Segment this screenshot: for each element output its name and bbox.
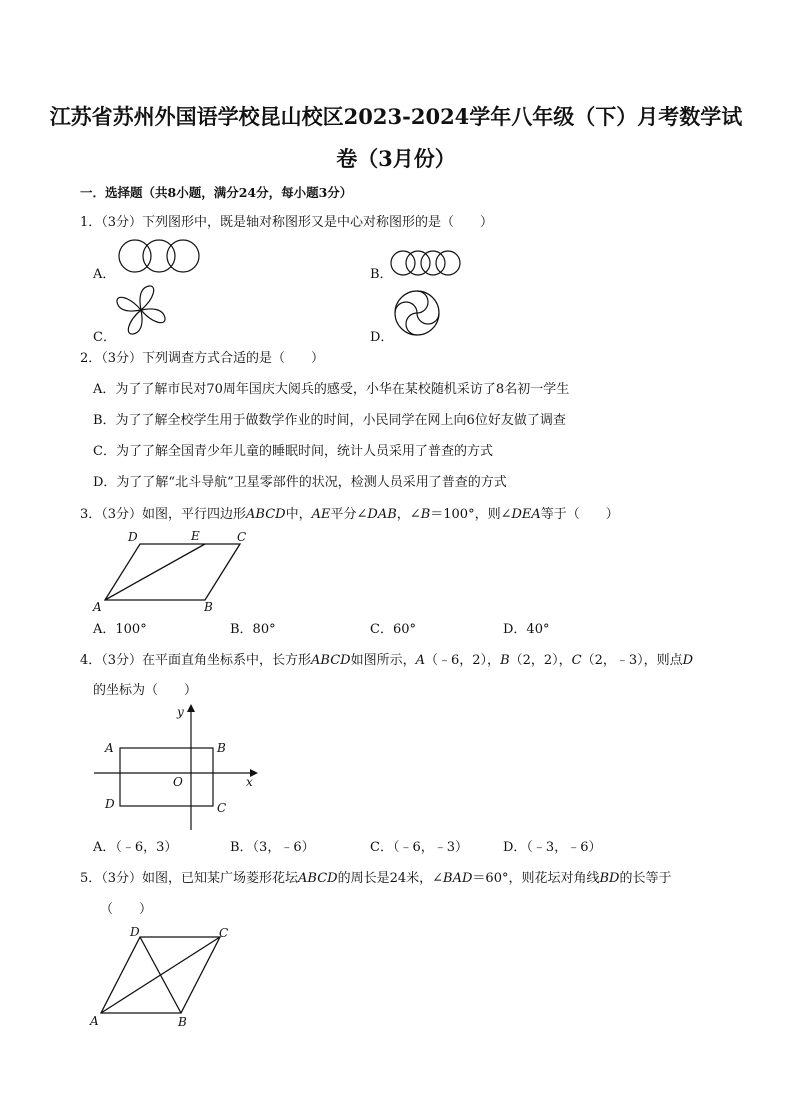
q4-option-b: B．（3，﹣6） [230, 840, 315, 855]
label-d: D [130, 925, 140, 939]
q4-option-c: C．（﹣6，﹣3） [370, 840, 468, 855]
q1-option-d-label: D． [370, 330, 394, 345]
yin-yang-icon [392, 288, 442, 338]
label-b: B [217, 741, 226, 755]
q5-stem: 5．（3分）如图，已知某广场菱形花坛ABCD的周长是24米，∠BAD＝60°，则花坛对角线BD的长等于 [80, 871, 672, 886]
document-title-line2: 卷（3月份） [336, 146, 456, 171]
label-b: B [178, 1015, 187, 1029]
label-a: A [90, 1014, 99, 1028]
label-c: C [219, 926, 229, 940]
q5-stem-line2: （ ） [100, 902, 153, 917]
four-rings-icon [390, 250, 462, 278]
q3-stem: 3．（3分）如图，平行四边形ABCD中，AE平分∠DAB，∠B＝100°，则∠DEA等于（ ） [80, 507, 619, 522]
label-origin: O [173, 775, 183, 789]
q4-option-a: A．（﹣6，3） [93, 840, 178, 855]
q3-option-b: B．80° [230, 622, 276, 637]
pinwheel-icon [113, 282, 169, 338]
q3-option-a: A．100° [93, 622, 147, 637]
label-b: B [204, 600, 213, 614]
label-a: A [105, 741, 114, 755]
label-e: E [191, 529, 200, 543]
q2-option-b: B．为了了解全校学生用于做数学作业的时间，小民同学在网上向6位好友做了调查 [93, 413, 566, 428]
rhombus-figure [88, 924, 238, 1034]
q1-option-a-label: A． [93, 267, 116, 282]
label-a: A [93, 600, 102, 614]
label-d: D [128, 530, 138, 544]
coordinate-figure [90, 700, 260, 834]
q3-option-d: D．40° [503, 622, 550, 637]
q4-stem-line2: 的坐标为（ ） [93, 683, 198, 698]
q4-stem: 4．（3分）在平面直角坐标系中，长方形ABCD如图所示，A（﹣6，2），B（2，2），C（2，﹣3），则点D [80, 653, 694, 668]
q1-option-c-label: C． [93, 330, 116, 345]
parallelogram-figure [90, 528, 260, 614]
label-c: C [217, 801, 227, 815]
document-title-line1: 江苏省苏州外国语学校昆山校区2023-2024学年八年级（下）月考数学试 [49, 104, 743, 129]
label-y-axis: y [177, 705, 184, 719]
section-heading: 一．选择题（共8小题，满分24分，每小题3分） [80, 185, 353, 200]
q3-option-c: C．60° [370, 622, 416, 637]
q1-stem: 1．（3分）下列图形中，既是轴对称图形又是中心对称图形的是（ ） [80, 215, 494, 230]
label-d: D [105, 797, 115, 811]
label-x-axis: x [246, 775, 253, 789]
label-c: C [237, 530, 247, 544]
q2-option-d: D．为了了解“北斗导航”卫星零部件的状况，检测人员采用了普查的方式 [93, 475, 507, 490]
q1-option-b-label: B． [370, 267, 393, 282]
q2-option-a: A．为了了解市民对70周年国庆大阅兵的感受，小华在某校随机采访了8名初一学生 [93, 382, 570, 397]
three-rings-icon [115, 236, 205, 276]
q2-option-c: C．为了了解全国青少年儿童的睡眠时间，统计人员采用了普查的方式 [93, 444, 493, 459]
q4-option-d: D．（﹣3，﹣6） [503, 840, 602, 855]
q2-stem: 2．（3分）下列调查方式合适的是（ ） [80, 351, 325, 366]
